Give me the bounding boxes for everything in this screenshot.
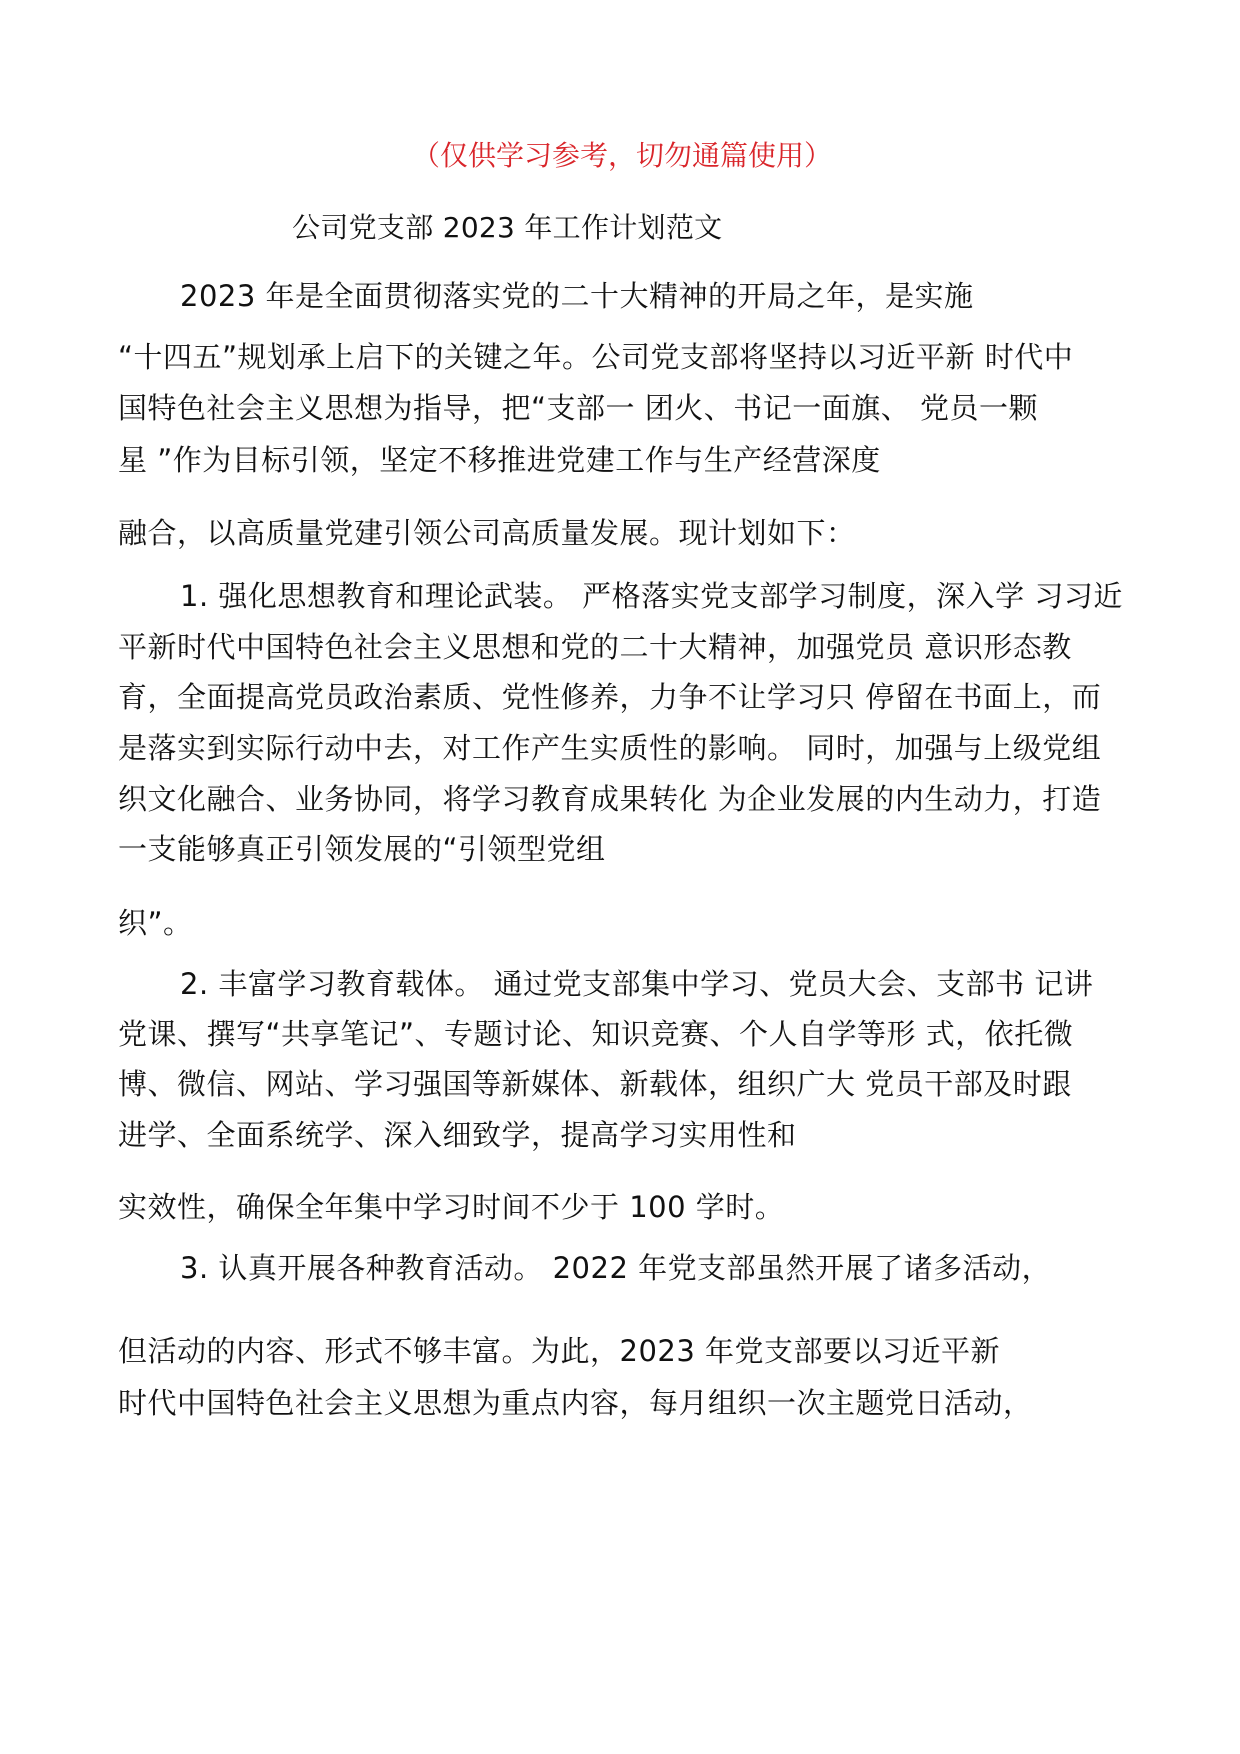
paragraph-line: 实效性，确保全年集中学习时间不少于 100 学时。 bbox=[118, 1190, 785, 1224]
paragraph-line: 国特色社会主义思想为指导，把“支部一 团火、书记一面旗、 党员一颗 bbox=[118, 391, 1038, 425]
usage-notice: （仅供学习参考，切勿通篇使用） bbox=[412, 139, 833, 172]
document-title: 公司党支部 2023 年工作计划范文 bbox=[292, 211, 723, 244]
paragraph-line: 党课、撰写“共享笔记”、专题讨论、知识竞赛、个人自学等形 式，依托微 bbox=[118, 1017, 1074, 1051]
paragraph-line: 是落实到实际行动中去，对工作产生实质性的影响。 同时，加强与上级党组 bbox=[118, 731, 1102, 765]
paragraph-line: 织”。 bbox=[118, 906, 193, 940]
paragraph-line: 2023 年是全面贯彻落实党的二十大精神的开局之年，是实施 bbox=[180, 279, 974, 313]
paragraph-line: 育，全面提高党员政治素质、党性修养，力争不让学习只 停留在书面上，而 bbox=[118, 680, 1102, 714]
paragraph-line: 星 ”作为目标引领，坚定不移推进党建工作与生产经营深度 bbox=[118, 443, 881, 477]
paragraph-line: 时代中国特色社会主义思想为重点内容，每月组织一次主题党日活动， bbox=[118, 1386, 1033, 1420]
paragraph-line: 2. 丰富学习教育载体。 通过党支部集中学习、党员大会、支部书 记讲 bbox=[180, 967, 1094, 1001]
paragraph-line: 平新时代中国特色社会主义思想和党的二十大精神，加强党员 意识形态教 bbox=[118, 630, 1072, 664]
paragraph-line: 3. 认真开展各种教育活动。 2022 年党支部虽然开展了诸多活动， bbox=[180, 1251, 1052, 1285]
paragraph-line: 进学、全面系统学、深入细致学，提高学习实用性和 bbox=[118, 1118, 797, 1152]
paragraph-line: 融合，以高质量党建引领公司高质量发展。现计划如下： bbox=[118, 516, 856, 550]
paragraph-line: 织文化融合、业务协同，将学习教育成果转化 为企业发展的内生动力，打造 bbox=[118, 782, 1102, 816]
paragraph-line: 但活动的内容、形式不够丰富。为此，2023 年党支部要以习近平新 bbox=[118, 1334, 1001, 1368]
paragraph-line: 一支能够真正引领发展的“引领型党组 bbox=[118, 832, 606, 866]
paragraph-line: “十四五”规划承上启下的关键之年。公司党支部将坚持以习近平新 时代中 bbox=[118, 340, 1074, 374]
paragraph-line: 1. 强化思想教育和理论武装。 严格落实党支部学习制度，深入学 习习近 bbox=[180, 579, 1123, 613]
paragraph-line: 博、微信、网站、学习强国等新媒体、新载体，组织广大 党员干部及时跟 bbox=[118, 1067, 1072, 1101]
